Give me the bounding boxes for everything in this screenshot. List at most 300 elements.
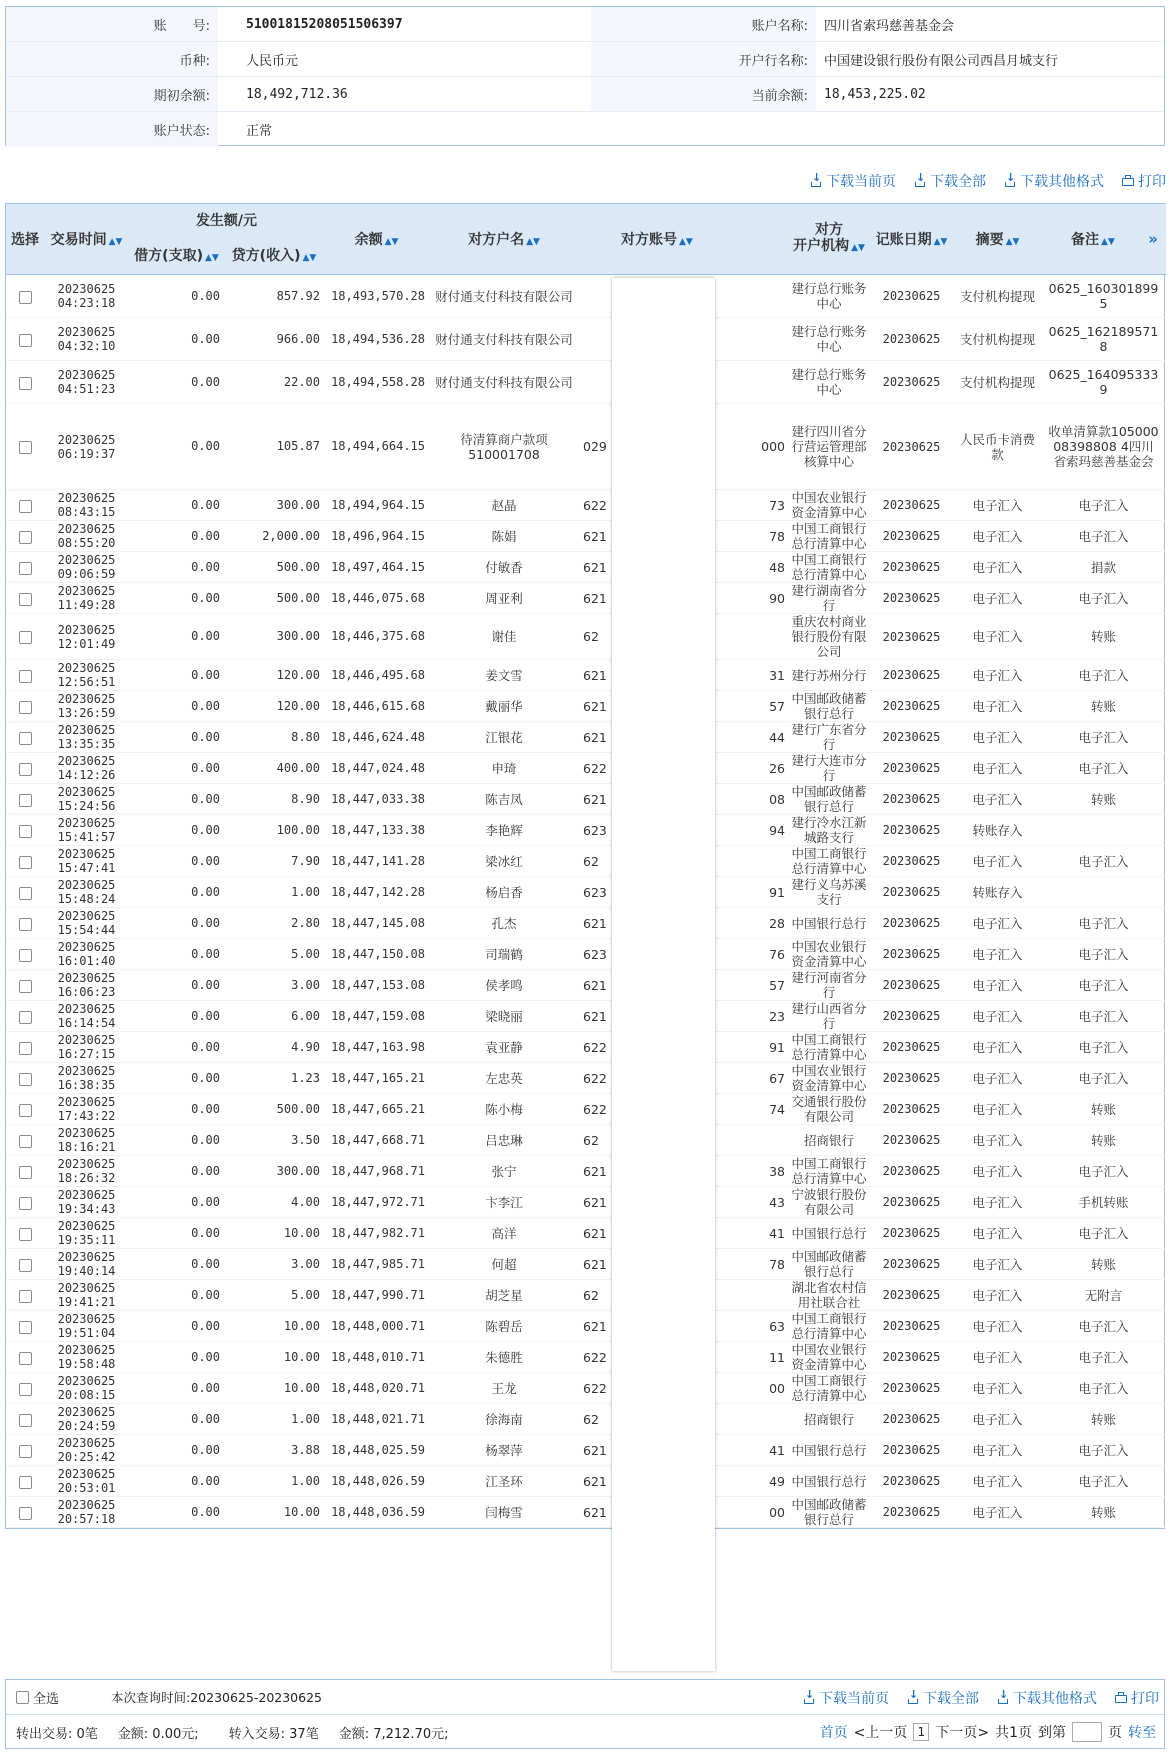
- row-checkbox[interactable]: [19, 562, 32, 575]
- counterparty-name: 朱德胜: [429, 1342, 579, 1373]
- trade-time: 20230625 17:43:22: [44, 1094, 129, 1125]
- debit-amount: 0.00: [129, 753, 224, 784]
- credit-amount: 1.00: [224, 877, 324, 908]
- row-select[interactable]: [6, 583, 44, 614]
- table-row[interactable]: [6, 318, 1166, 361]
- row-select[interactable]: [6, 1342, 44, 1373]
- note: 电子汇入: [1041, 1218, 1166, 1249]
- note: 电子汇入: [1041, 1435, 1166, 1466]
- note: 转账: [1041, 691, 1166, 722]
- table-row[interactable]: [6, 753, 1166, 784]
- row-select[interactable]: [6, 614, 44, 660]
- row-select[interactable]: [6, 970, 44, 1001]
- balance: 18,447,163.98: [324, 1032, 429, 1063]
- col-select: 选择: [6, 204, 44, 275]
- record-date: 20230625: [869, 877, 954, 908]
- row-checkbox[interactable]: [19, 1321, 32, 1334]
- current-page[interactable]: 1: [913, 1723, 929, 1741]
- record-date: 20230625: [869, 1249, 954, 1280]
- counterparty-bank: 中国银行总行: [789, 908, 869, 939]
- counterparty-name: 杨启香: [429, 877, 579, 908]
- row-select[interactable]: [6, 691, 44, 722]
- row-select[interactable]: [6, 1187, 44, 1218]
- table-row[interactable]: [6, 490, 1166, 521]
- counterparty-name: 江圣环: [429, 1466, 579, 1497]
- row-select[interactable]: [6, 722, 44, 753]
- counterparty-account: 621 57: [579, 691, 789, 722]
- trade-time: 20230625 20:25:42: [44, 1435, 129, 1466]
- note: 收单清算款10500008398808 4四川省索玛慈善基金会: [1041, 404, 1166, 490]
- col-bank[interactable]: 对方 开户机构 ▲▼: [789, 204, 869, 275]
- footer-summary-row: [6, 1714, 1164, 1749]
- debit-amount: 0.00: [129, 722, 224, 753]
- summary: 电子汇入: [954, 1435, 1041, 1466]
- note: 转账: [1041, 1249, 1166, 1280]
- trade-time: 20230625 16:01:40: [44, 939, 129, 970]
- balance: 18,496,964.15: [324, 521, 429, 552]
- row-select[interactable]: [6, 815, 44, 846]
- record-date: 20230625: [869, 1187, 954, 1218]
- row-checkbox[interactable]: [19, 1228, 32, 1241]
- credit-amount: 10.00: [224, 1342, 324, 1373]
- note: 电子汇入: [1041, 908, 1166, 939]
- credit-amount: 10.00: [224, 1218, 324, 1249]
- balance: 18,447,968.71: [324, 1156, 429, 1187]
- table-body: [6, 275, 1166, 1528]
- table-row[interactable]: [6, 361, 1166, 404]
- row-checkbox[interactable]: [19, 1042, 32, 1055]
- row-checkbox[interactable]: [19, 1259, 32, 1272]
- counterparty-bank: 建行湖南省分行: [789, 583, 869, 614]
- counterparty-bank: 建行大连市分行: [789, 753, 869, 784]
- counterparty-name: 卞李江: [429, 1187, 579, 1218]
- counterparty-bank: 招商银行: [789, 1404, 869, 1435]
- trade-time: 20230625 20:53:01: [44, 1466, 129, 1497]
- opening-balance-label: 期初余额:: [6, 77, 218, 111]
- row-select[interactable]: [6, 908, 44, 939]
- table-row[interactable]: [6, 1497, 1166, 1528]
- record-date: 20230625: [869, 1156, 954, 1187]
- table-row[interactable]: [6, 939, 1166, 970]
- trade-time: 20230625 19:35:11: [44, 1218, 129, 1249]
- download-all-link[interactable]: ↓ 下载全部: [907, 1688, 979, 1708]
- trade-time: 20230625 14:12:26: [44, 753, 129, 784]
- row-checkbox[interactable]: [19, 631, 32, 644]
- counterparty-name: 陈吉凤: [429, 784, 579, 815]
- balance: 18,447,985.71: [324, 1249, 429, 1280]
- record-date: 20230625: [869, 1032, 954, 1063]
- row-select[interactable]: [6, 753, 44, 784]
- row-checkbox[interactable]: [19, 763, 32, 776]
- table-row[interactable]: [6, 970, 1166, 1001]
- download-all-link[interactable]: ↓ 下载全部: [914, 171, 986, 191]
- printer-icon: [1115, 1692, 1127, 1704]
- note: 电子汇入: [1041, 1342, 1166, 1373]
- row-checkbox[interactable]: [19, 500, 32, 513]
- download-other-format-link[interactable]: ↓ 下载其他格式: [997, 1688, 1097, 1708]
- row-checkbox[interactable]: [19, 1073, 32, 1086]
- col-time[interactable]: 交易时间 ▲▼: [44, 204, 129, 275]
- table-row[interactable]: [6, 1311, 1166, 1342]
- col-balance[interactable]: 余额 ▲▼: [324, 204, 429, 275]
- table-row[interactable]: [6, 1032, 1166, 1063]
- credit-amount: 300.00: [224, 614, 324, 660]
- balance: 18,497,464.15: [324, 552, 429, 583]
- counterparty-bank: 建行总行账务中心: [789, 318, 869, 361]
- table-row[interactable]: [6, 275, 1166, 318]
- credit-amount: 300.00: [224, 490, 324, 521]
- counterparty-name: 闫梅雪: [429, 1497, 579, 1528]
- row-checkbox[interactable]: [19, 701, 32, 714]
- counterparty-bank: 建行山西省分行: [789, 1001, 869, 1032]
- table-row[interactable]: [6, 846, 1166, 877]
- col-amount-group: [129, 204, 324, 275]
- table-row[interactable]: [6, 404, 1166, 490]
- debit-amount: 0.00: [129, 1435, 224, 1466]
- row-select[interactable]: [6, 1373, 44, 1404]
- balance: 18,446,375.68: [324, 614, 429, 660]
- balance: 18,446,615.68: [324, 691, 429, 722]
- table-row[interactable]: [6, 908, 1166, 939]
- note: 电子汇入: [1041, 846, 1166, 877]
- counterparty-name: 戴丽华: [429, 691, 579, 722]
- summary: 电子汇入: [954, 1280, 1041, 1311]
- table-row[interactable]: [6, 815, 1166, 846]
- table-row[interactable]: [6, 784, 1166, 815]
- sort-icon: ▲▼: [204, 253, 219, 263]
- prev-page-link[interactable]: <上一页: [853, 1725, 908, 1741]
- row-checkbox[interactable]: [19, 670, 32, 683]
- balance: 18,448,000.71: [324, 1311, 429, 1342]
- bank-name: 中国建设银行股份有限公司西昌月城支行: [824, 53, 1059, 69]
- col-debit[interactable]: 借方(支取) ▲▼: [134, 248, 219, 264]
- credit-amount: 3.00: [224, 970, 324, 1001]
- summary: 电子汇入: [954, 939, 1041, 970]
- note: 转账: [1041, 614, 1166, 660]
- download-other-format-link[interactable]: ↓ 下载其他格式: [1004, 171, 1104, 191]
- download-icon: [997, 1692, 1009, 1704]
- download-icon: [810, 175, 822, 187]
- row-checkbox[interactable]: [19, 887, 32, 900]
- counterparty-bank: 交通银行股份有限公司: [789, 1094, 869, 1125]
- counterparty-bank: 建行四川省分行营运管理部核算中心: [789, 404, 869, 490]
- summary: 电子汇入: [954, 1218, 1041, 1249]
- table-row[interactable]: [6, 1187, 1166, 1218]
- credit-amount: 3.50: [224, 1125, 324, 1156]
- row-select[interactable]: [6, 1466, 44, 1497]
- first-page-link[interactable]: 首页: [819, 1725, 848, 1741]
- counterparty-account: 622 26: [579, 753, 789, 784]
- trade-time: 20230625 04:51:23: [44, 361, 129, 404]
- row-select[interactable]: [6, 1497, 44, 1528]
- credit-amount: 10.00: [224, 1311, 324, 1342]
- debit-amount: 0.00: [129, 318, 224, 361]
- note: 电子汇入: [1041, 490, 1166, 521]
- debit-amount: 0.00: [129, 614, 224, 660]
- info-row-account: [6, 7, 1164, 42]
- row-select[interactable]: [6, 1280, 44, 1311]
- row-checkbox[interactable]: [19, 1507, 32, 1520]
- row-select[interactable]: [6, 877, 44, 908]
- balance: 18,447,033.38: [324, 784, 429, 815]
- trade-time: 20230625 16:14:54: [44, 1001, 129, 1032]
- record-date: 20230625: [869, 1342, 954, 1373]
- row-select[interactable]: [6, 784, 44, 815]
- print-link[interactable]: 打印: [1122, 171, 1166, 191]
- row-select[interactable]: [6, 939, 44, 970]
- table-row[interactable]: [6, 1156, 1166, 1187]
- row-select[interactable]: [6, 1125, 44, 1156]
- counterparty-name: 待清算商户款项510001708: [429, 404, 579, 490]
- table-row[interactable]: [6, 1001, 1166, 1032]
- row-select[interactable]: [6, 275, 44, 318]
- account-name-label: 账户名称:: [591, 7, 816, 41]
- counterparty-name: 财付通支付科技有限公司: [429, 275, 579, 318]
- sort-icon: ▲▼: [384, 237, 399, 247]
- row-select[interactable]: [6, 1404, 44, 1435]
- table-row[interactable]: [6, 691, 1166, 722]
- goto-page-input[interactable]: [1072, 1722, 1102, 1742]
- row-checkbox[interactable]: [19, 949, 32, 962]
- row-select[interactable]: [6, 552, 44, 583]
- row-checkbox[interactable]: [19, 1011, 32, 1024]
- counterparty-name: 江银花: [429, 722, 579, 753]
- counterparty-account: 621 23: [579, 1001, 789, 1032]
- debit-amount: 0.00: [129, 1218, 224, 1249]
- counterparty-bank: 中国工商银行总行清算中心: [789, 1311, 869, 1342]
- trade-time: 20230625 08:43:15: [44, 490, 129, 521]
- table-row[interactable]: [6, 1094, 1166, 1125]
- row-select[interactable]: [6, 660, 44, 691]
- debit-amount: 0.00: [129, 1187, 224, 1218]
- trade-time: 20230625 19:40:14: [44, 1249, 129, 1280]
- row-checkbox[interactable]: [19, 732, 32, 745]
- row-select[interactable]: [6, 1218, 44, 1249]
- summary: 电子汇入: [954, 1125, 1041, 1156]
- balance: 18,448,021.71: [324, 1404, 429, 1435]
- print-link[interactable]: 打印: [1115, 1688, 1159, 1708]
- col-credit[interactable]: 贷方(收入) ▲▼: [231, 248, 317, 264]
- col-summary[interactable]: 摘要 ▲▼: [954, 204, 1041, 275]
- row-checkbox[interactable]: [19, 856, 32, 869]
- note: 转账: [1041, 1094, 1166, 1125]
- counterparty-bank: 中国农业银行资金清算中心: [789, 1063, 869, 1094]
- col-account[interactable]: 对方账号 ▲▼: [579, 204, 789, 275]
- note: 电子汇入: [1041, 1001, 1166, 1032]
- summary: 电子汇入: [954, 1094, 1041, 1125]
- table-row[interactable]: [6, 877, 1166, 908]
- amount-group-label: 发生额/元: [195, 213, 258, 229]
- row-checkbox[interactable]: [19, 1414, 32, 1427]
- row-select[interactable]: [6, 1032, 44, 1063]
- row-select[interactable]: [6, 521, 44, 552]
- record-date: 20230625: [869, 722, 954, 753]
- row-select[interactable]: [6, 361, 44, 404]
- table-row[interactable]: [6, 660, 1166, 691]
- trade-time: 20230625 19:34:43: [44, 1187, 129, 1218]
- record-date: 20230625: [869, 614, 954, 660]
- select-all[interactable]: 全选: [16, 1688, 59, 1707]
- debit-amount: 0.00: [129, 1032, 224, 1063]
- row-checkbox[interactable]: [19, 334, 32, 347]
- out-amount: 金额: 0.00元;: [117, 1726, 199, 1742]
- counterparty-name: 申琦: [429, 753, 579, 784]
- counterparty-bank: 中国工商银行总行清算中心: [789, 521, 869, 552]
- row-checkbox[interactable]: [19, 1445, 32, 1458]
- summary: 电子汇入: [954, 1187, 1041, 1218]
- balance: 18,447,024.48: [324, 753, 429, 784]
- download-current-page-link[interactable]: ↓ 下载当前页: [810, 171, 896, 191]
- balance: 18,446,624.48: [324, 722, 429, 753]
- select-all-checkbox[interactable]: [16, 1691, 29, 1704]
- summary: 人民币卡消费款: [954, 404, 1041, 490]
- counterparty-name: 杨翠萍: [429, 1435, 579, 1466]
- table-row[interactable]: [6, 1435, 1166, 1466]
- row-select[interactable]: [6, 1156, 44, 1187]
- counterparty-account: 62: [579, 1280, 789, 1311]
- table-row[interactable]: [6, 1373, 1166, 1404]
- row-checkbox[interactable]: [19, 377, 32, 390]
- summary: 支付机构提现: [954, 318, 1041, 361]
- row-select[interactable]: [6, 1249, 44, 1280]
- row-checkbox[interactable]: [19, 1352, 32, 1365]
- row-checkbox[interactable]: [19, 825, 32, 838]
- credit-amount: 120.00: [224, 691, 324, 722]
- note: 电子汇入: [1041, 1466, 1166, 1497]
- table-row[interactable]: [6, 1249, 1166, 1280]
- row-checkbox[interactable]: [19, 918, 32, 931]
- col-counterparty[interactable]: 对方户名 ▲▼: [429, 204, 579, 275]
- table-row[interactable]: [6, 722, 1166, 753]
- debit-amount: 0.00: [129, 784, 224, 815]
- record-date: 20230625: [869, 361, 954, 404]
- row-checkbox[interactable]: [19, 1135, 32, 1148]
- summary: 电子汇入: [954, 1373, 1041, 1404]
- balance: 18,494,664.15: [324, 404, 429, 490]
- row-select[interactable]: [6, 1435, 44, 1466]
- record-date: 20230625: [869, 1001, 954, 1032]
- row-select[interactable]: [6, 1063, 44, 1094]
- table-row[interactable]: [6, 1218, 1166, 1249]
- row-checkbox[interactable]: [19, 1104, 32, 1117]
- table-row[interactable]: [6, 1342, 1166, 1373]
- counterparty-name: 梁晓丽: [429, 1001, 579, 1032]
- debit-amount: 0.00: [129, 1063, 224, 1094]
- counterparty-account: 621 31: [579, 660, 789, 691]
- row-select[interactable]: [6, 318, 44, 361]
- row-checkbox[interactable]: [19, 531, 32, 544]
- summary: 电子汇入: [954, 1001, 1041, 1032]
- debit-amount: 0.00: [129, 1497, 224, 1528]
- row-checkbox[interactable]: [19, 291, 32, 304]
- table-row[interactable]: [6, 552, 1166, 583]
- row-checkbox[interactable]: [19, 593, 32, 606]
- row-checkbox[interactable]: [19, 794, 32, 807]
- summary: 电子汇入: [954, 691, 1041, 722]
- table-row[interactable]: [6, 1404, 1166, 1435]
- row-select[interactable]: [6, 1311, 44, 1342]
- pagination: [820, 1722, 1156, 1742]
- credit-amount: 6.00: [224, 1001, 324, 1032]
- row-select[interactable]: [6, 846, 44, 877]
- trade-time: 20230625 18:16:21: [44, 1125, 129, 1156]
- credit-amount: 8.80: [224, 722, 324, 753]
- counterparty-name: 谢佳: [429, 614, 579, 660]
- table-row[interactable]: [6, 521, 1166, 552]
- sort-icon: ▲▼: [526, 237, 540, 247]
- col-record-date[interactable]: 记账日期 ▲▼: [869, 204, 954, 275]
- debit-amount: 0.00: [129, 660, 224, 691]
- debit-amount: 0.00: [129, 908, 224, 939]
- row-checkbox[interactable]: [19, 1166, 32, 1179]
- record-date: 20230625: [869, 1497, 954, 1528]
- counterparty-bank: 中国工商银行总行清算中心: [789, 1373, 869, 1404]
- counterparty-bank: 中国邮政储蓄银行总行: [789, 784, 869, 815]
- row-checkbox[interactable]: [19, 1383, 32, 1396]
- row-checkbox[interactable]: [19, 1290, 32, 1303]
- note: 电子汇入: [1041, 521, 1166, 552]
- more-columns-icon[interactable]: »: [1148, 230, 1158, 248]
- record-date: 20230625: [869, 1404, 954, 1435]
- next-page-link[interactable]: 下一页>: [935, 1725, 990, 1741]
- counterparty-account: 029 000: [579, 404, 789, 490]
- credit-amount: 10.00: [224, 1497, 324, 1528]
- counterparty-bank: 建行总行账务中心: [789, 275, 869, 318]
- counterparty-bank: 建行冷水江新城路支行: [789, 815, 869, 846]
- row-checkbox[interactable]: [19, 980, 32, 993]
- info-row-status: [6, 112, 1164, 147]
- table-row[interactable]: [6, 1466, 1166, 1497]
- counterparty-name: 王龙: [429, 1373, 579, 1404]
- account-number: 51001815208051506397: [246, 16, 403, 32]
- row-select[interactable]: [6, 490, 44, 521]
- row-checkbox[interactable]: [19, 441, 32, 454]
- download-icon: [907, 1692, 919, 1704]
- debit-amount: 0.00: [129, 691, 224, 722]
- goto-button[interactable]: 转至: [1128, 1725, 1156, 1741]
- col-note[interactable]: 备注 ▲▼ »: [1041, 204, 1166, 275]
- counterparty-account: 621 57: [579, 970, 789, 1001]
- counterparty-bank: 中国农业银行资金清算中心: [789, 939, 869, 970]
- goto-label: 到第: [1038, 1725, 1066, 1741]
- record-date: 20230625: [869, 1218, 954, 1249]
- record-date: 20230625: [869, 404, 954, 490]
- row-checkbox[interactable]: [19, 1197, 32, 1210]
- table-row[interactable]: [6, 1280, 1166, 1311]
- trade-time: 20230625 04:32:10: [44, 318, 129, 361]
- counterparty-account: 621 44: [579, 722, 789, 753]
- table-row[interactable]: [6, 583, 1166, 614]
- counterparty-account: 621 28: [579, 908, 789, 939]
- note: 捐款: [1041, 552, 1166, 583]
- row-select[interactable]: [6, 404, 44, 490]
- record-date: 20230625: [869, 1280, 954, 1311]
- table-row[interactable]: [6, 1125, 1166, 1156]
- counterparty-account: 622 74: [579, 1094, 789, 1125]
- credit-amount: 300.00: [224, 1156, 324, 1187]
- row-checkbox[interactable]: [19, 1476, 32, 1489]
- row-select[interactable]: [6, 1001, 44, 1032]
- download-current-page-link[interactable]: ↓ 下载当前页: [803, 1688, 889, 1708]
- table-row[interactable]: [6, 1063, 1166, 1094]
- row-select[interactable]: [6, 1094, 44, 1125]
- record-date: 20230625: [869, 1311, 954, 1342]
- note: 转账: [1041, 1497, 1166, 1528]
- debit-amount: 0.00: [129, 1249, 224, 1280]
- table-row[interactable]: [6, 614, 1166, 660]
- record-date: 20230625: [869, 490, 954, 521]
- counterparty-bank: 中国邮政储蓄银行总行: [789, 1497, 869, 1528]
